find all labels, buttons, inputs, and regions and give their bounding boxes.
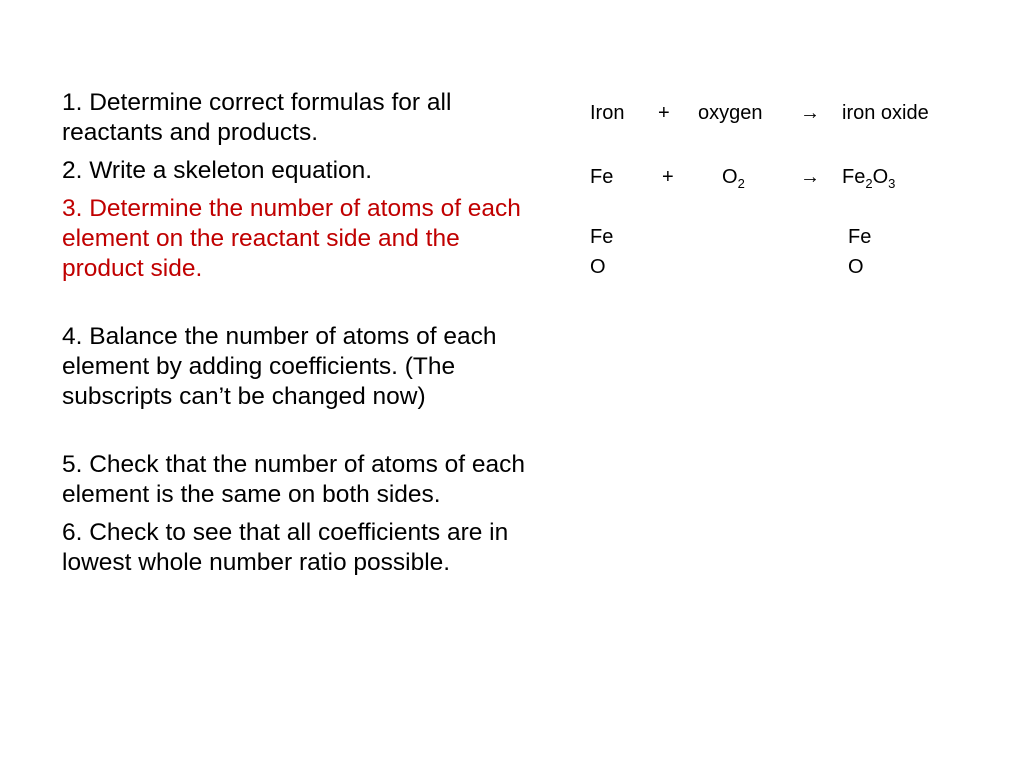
step-3: 3. Determine the number of atoms of each element on the reactant side and the product side. [62, 195, 521, 282]
formula-arrow: → [800, 166, 820, 188]
spacer [62, 284, 544, 322]
step-1: 1. Determine correct formulas for all reactants and products. [62, 89, 452, 146]
formula-reactant-2-subscript: 2 [737, 176, 745, 191]
spacer [62, 510, 544, 518]
spacer [590, 128, 1010, 162]
tally-row-fe [590, 222, 1010, 252]
tally-right-o: O [848, 256, 864, 278]
spacer [590, 192, 1010, 222]
word-reactant-1: Iron [590, 102, 625, 124]
step-4: 4. Balance the number of atoms of each element by adding coefficients. (The subscripts can’t be changed now) [62, 323, 497, 410]
tally-left-o: O [590, 256, 606, 278]
tally-left-fe: Fe [590, 226, 614, 248]
step-6: 6. Check to see that all coefficients are in lowest whole number ratio possible. [62, 519, 509, 576]
formula-equation [590, 162, 1010, 192]
formula-reactant-2-element: O [722, 166, 738, 188]
step-5: 5. Check that the number of atoms of each element is the same on both sides. [62, 451, 526, 508]
formula-reactant-2 [722, 162, 745, 192]
tally-row-o [590, 252, 1010, 282]
formula-product-subscript-1: 2 [865, 176, 873, 191]
formula-product [842, 162, 895, 192]
formula-reactant-1: Fe [590, 166, 614, 188]
word-product: iron oxide [842, 102, 929, 124]
tally-right-fe: Fe [848, 226, 872, 248]
step-2: 2. Write a skeleton equation. [62, 157, 373, 184]
formula-product-subscript-2: 3 [888, 176, 896, 191]
spacer [62, 148, 544, 156]
word-arrow: → [800, 102, 820, 124]
spacer [62, 412, 544, 450]
equation-panel [590, 98, 1010, 282]
steps-list [62, 88, 544, 578]
spacer [62, 186, 544, 194]
word-plus: + [658, 102, 670, 124]
word-equation [590, 98, 1010, 128]
word-reactant-2: oxygen [698, 102, 763, 124]
formula-product-element-1: Fe [842, 166, 866, 188]
formula-product-element-2: O [872, 166, 889, 188]
formula-plus: + [662, 166, 674, 188]
